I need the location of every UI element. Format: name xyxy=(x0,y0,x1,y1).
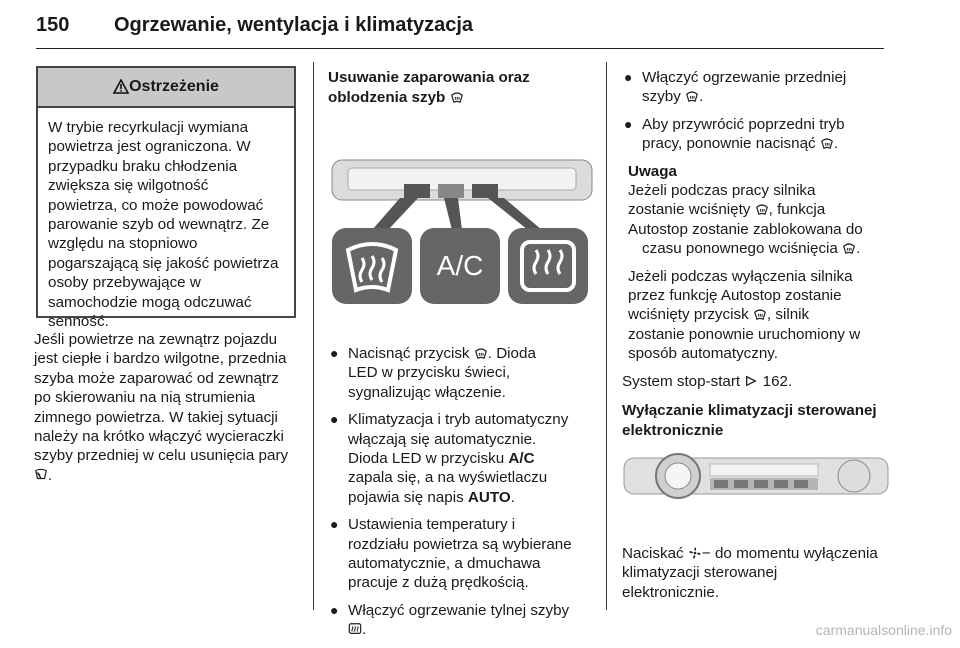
text: Jeżeli podczas wyłączenia silnika xyxy=(628,267,853,285)
heading-line: elektronicznie xyxy=(622,422,724,440)
col3 xyxy=(622,68,890,441)
text: A/C xyxy=(508,450,535,468)
note xyxy=(628,162,890,364)
warning-line: W trybie recyrkulacji wymiana xyxy=(48,119,249,136)
text-line: po skierowaniu na nią strumienia xyxy=(34,389,256,407)
text: zapala się, a na wyświetlaczu xyxy=(348,469,548,487)
note-title: Uwaga xyxy=(628,162,677,180)
stop-start-reference xyxy=(622,372,890,391)
text-line: jest ciepłe i bardzo wilgotne, przednia xyxy=(34,350,287,368)
warning-box xyxy=(36,66,296,331)
text: pojawia się napis xyxy=(348,488,464,506)
list-item: ● Włączyć ogrzewanie przedniej szyby . xyxy=(622,68,890,107)
warning-line: zwiększa się wilgotność xyxy=(48,177,209,195)
text: Włączyć ogrzewanie tylnej szyby xyxy=(348,601,570,619)
text: , silnik xyxy=(766,306,810,324)
climate-panel-illustration-2 xyxy=(622,446,890,506)
ac-off-heading xyxy=(622,401,890,441)
text: Dioda LED w przycisku xyxy=(348,450,505,468)
col2-steps xyxy=(328,344,600,648)
text: AUTO xyxy=(467,488,511,506)
list-item: ● Włączyć ogrzewanie tylnej szyby . xyxy=(328,601,600,640)
warning-line: przypadku braku chłodzenia xyxy=(48,157,238,175)
text: Włączyć ogrzewanie przedniej xyxy=(642,69,847,86)
text: 162. xyxy=(762,372,793,390)
column-divider-1 xyxy=(313,62,314,610)
text: Jeżeli podczas pracy silnika xyxy=(628,182,816,200)
front-defrost-icon xyxy=(842,241,856,255)
heading-line: oblodzenia szyb xyxy=(328,89,446,106)
text: LED w przycisku świeci, xyxy=(348,364,511,382)
text: , funkcja xyxy=(768,201,826,219)
text: rozdziału powietrza są wybierane xyxy=(348,535,572,553)
warning-line: powietrza jest ograniczona. W xyxy=(48,138,251,156)
watermark: carmanualsonline.info xyxy=(815,622,952,638)
text: Ustawienia temperatury i xyxy=(348,516,516,534)
rear-defrost-icon xyxy=(348,622,362,636)
text-line: należy na krótko włączyć wycieraczki xyxy=(34,428,284,446)
text: włączają się automatycznie. xyxy=(348,430,537,448)
warning-line: powietrza, co może powodować xyxy=(48,196,264,214)
warning-text xyxy=(38,108,294,331)
text: elektronicznie. xyxy=(622,583,720,601)
text: . xyxy=(510,488,515,506)
list-item: ● Aby przywrócić poprzedni tryb pracy, ponownie nacisnąć . xyxy=(622,115,890,154)
heading-line: Wyłączanie klimatyzacji sterowanej xyxy=(622,402,877,420)
text: automatycznie, a dmuchawa xyxy=(348,555,541,573)
text: sygnalizując włączenie. xyxy=(348,383,506,401)
warning-line: względu na stopniowo xyxy=(48,235,198,253)
defrost-heading xyxy=(328,68,596,108)
text: wciśnięty przycisk xyxy=(628,306,749,324)
col2 xyxy=(328,68,596,108)
text-line: Jeśli powietrze na zewnątrz pojazdu xyxy=(34,331,278,348)
warning-icon xyxy=(113,79,129,95)
climate-panel-illustration xyxy=(328,150,596,310)
col1-paragraph: Jeśli powietrze na zewnątrz pojazdu jest ciepłe i bardzo wilgotne, przednia szyba może zaparować od zewnątrz po skierowaniu na nią strumienia zimnego powietrza. W takiej sytuacji należy na krótko włączyć wycieraczki szyby przedniej w celu usunięcia pary . xyxy=(34,330,306,485)
page-title: Ogrzewanie, wentylacja i klimatyzacja xyxy=(114,14,474,36)
text: przez funkcję Autostop zostanie xyxy=(628,287,842,305)
page-number: 150 xyxy=(36,14,70,36)
heading-line: Usuwanie zaparowania oraz xyxy=(328,69,530,86)
list-item: ● Nacisnąć przycisk . Dioda LED w przycisku świeci, sygnalizując włączenie. xyxy=(328,344,600,402)
text-line: szyby przedniej w celu usunięcia pary xyxy=(34,447,289,465)
text-line: szyba może zaparować od zewnątrz xyxy=(34,369,279,387)
page-reference-arrow-icon xyxy=(744,374,758,388)
text: . xyxy=(856,240,861,258)
text: . xyxy=(833,135,839,153)
col3-final-paragraph: Naciskać − do momentu wyłączenia klimatyzacji sterowanej elektronicznie. xyxy=(622,544,894,602)
text: Autostop zostanie zablokowana do xyxy=(628,220,863,238)
text: szyby xyxy=(642,88,681,106)
warning-title: Ostrzeżenie xyxy=(129,78,219,95)
front-defrost-icon xyxy=(685,89,699,103)
text: . Dioda xyxy=(487,345,536,362)
text: Naciskać xyxy=(622,545,684,562)
ac-label: A/C xyxy=(436,250,484,281)
text: pracy, ponownie nacisnąć xyxy=(642,135,816,153)
warning-line: osoby przebywające w xyxy=(48,274,201,292)
text: zostanie ponownie uruchomiony w xyxy=(628,325,861,343)
windscreen-wiper-icon xyxy=(34,468,48,482)
text: czasu ponownego wciśnięcia xyxy=(642,240,838,258)
text: Klimatyzacja i tryb automatyczny xyxy=(348,411,569,429)
front-defrost-icon xyxy=(820,136,834,150)
warning-line: senność. xyxy=(48,313,109,331)
column-divider-2 xyxy=(606,62,607,610)
front-defrost-icon xyxy=(753,307,767,321)
text-line: zimnego powietrza. W takiej sytuacji xyxy=(34,408,278,426)
text: klimatyzacji sterowanej xyxy=(622,564,778,582)
text: Aby przywrócić poprzedni tryb xyxy=(642,115,845,133)
text: zostanie wciśnięty xyxy=(628,201,751,219)
text: . xyxy=(699,88,704,106)
list-item: ● Ustawienia temperatury i rozdziału powietrza są wybierane automatycznie, a dmuchawa pracuje z dużą prędkością. xyxy=(328,515,600,593)
text: . xyxy=(362,621,367,639)
text: do momentu wyłączenia xyxy=(714,545,878,562)
page-header xyxy=(36,12,884,49)
front-defrost-icon xyxy=(755,202,769,216)
list-item: ● Klimatyzacja i tryb automatyczny włączają się automatycznie. Dioda LED w przycisku A/C zapala się, a na wyświetlaczu pojawia się napis AUTO. xyxy=(328,410,600,507)
front-defrost-icon xyxy=(450,90,464,104)
warning-header xyxy=(38,68,294,108)
warning-line: parowanie szyb od wewnątrz. Ze xyxy=(48,216,270,234)
front-defrost-icon xyxy=(474,346,488,360)
text: pracuje z dużą prędkością. xyxy=(348,574,529,592)
text: System stop-start xyxy=(622,372,741,390)
text: sposób automatyczny. xyxy=(628,345,778,363)
warning-line: samochodzie mogą odczuwać xyxy=(48,293,252,311)
text: Nacisnąć przycisk xyxy=(348,345,470,362)
fan-icon xyxy=(688,546,702,560)
warning-line: pogarszającą się jakość powietrza xyxy=(48,254,279,272)
